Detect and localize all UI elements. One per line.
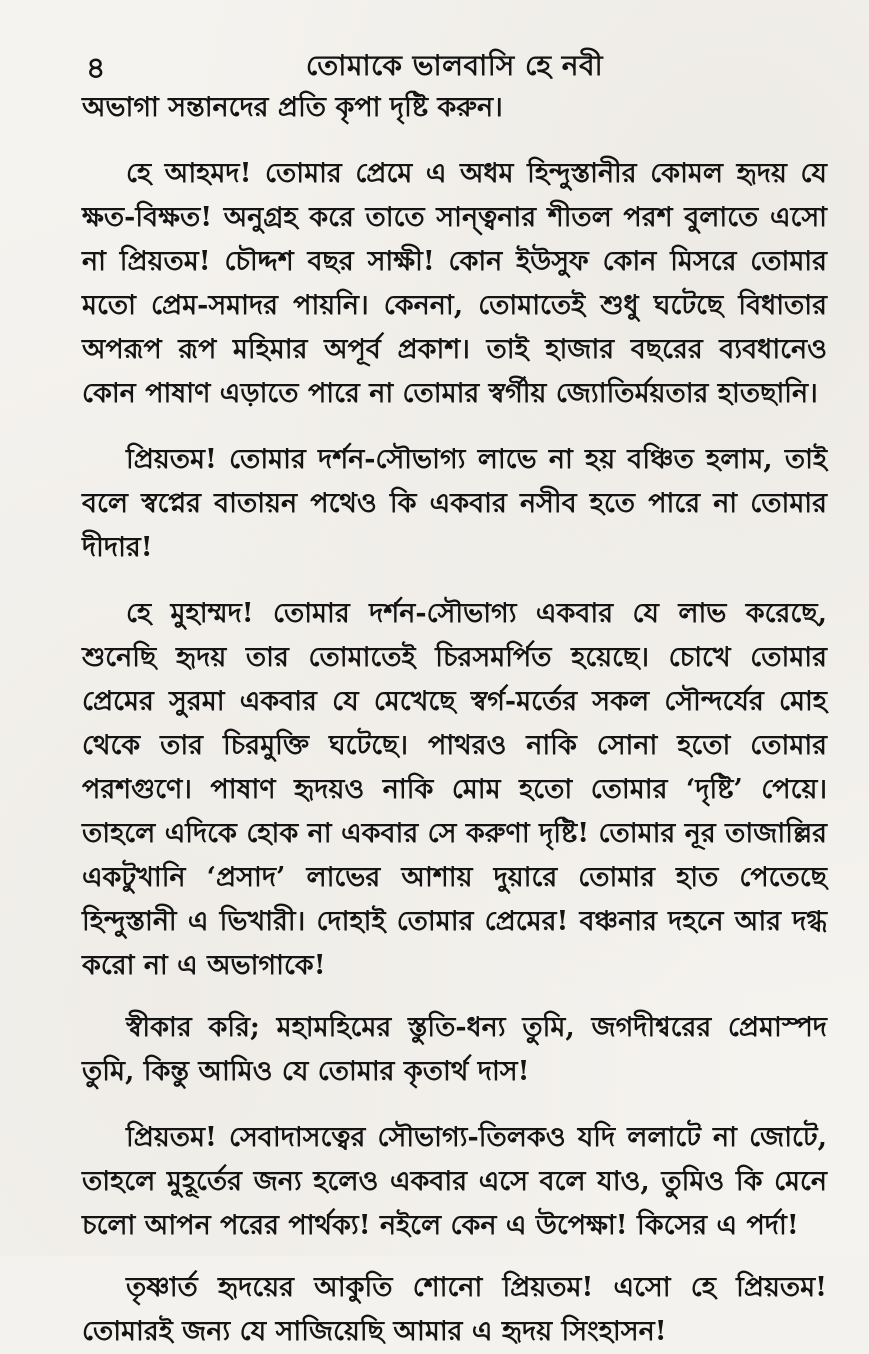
page-header (82, 38, 827, 86)
paragraph-seva: প্রিয়তম! সেবাদাসত্বের সৌভাগ্য-তিলকও যদি ললাটে না জোটে, তাহলে মুহূর্তের জন্য হলেও একবার এসে বলে যাও, তুমিও কি মেনে চলো আপন পরের পার্থক্য! নইলে কেন এ উপেক্ষা! কিসের এ পর্দা! (82, 1122, 827, 1241)
running-title: তোমাকে ভালবাসি হে নবী (305, 49, 604, 82)
paragraph-ahmad: হে আহমদ! তোমার প্রেমে এ অধম হিন্দুস্তানীর কোমল হৃদয় যে ক্ষত-বিক্ষত! অনুগ্রহ করে তাতে সান্ত্বনার শীতল পরশ বুলাতে এসো না প্রিয়তম! চৌদ্দশ বছর সাক্ষী! কোন ইউসুফ কোন মিসরে তোমার মতো প্রেম-সমাদর পায়নি। কেননা, তোমাতেই শুধু ঘটেছে বিধাতার অপরূপ রূপ মহিমার অপূর্ব প্রকাশ। তাই হাজার বছরের ব্যবধানেও কোন পাষাণ এড়াতে পারে না তোমার স্বর্গীয় জ্যোতির্ময়তার হাতছানি। (82, 158, 827, 409)
paragraph-beloved-darshan: প্রিয়তম! তোমার দর্শন-সৌভাগ্য লাভে না হয় বঞ্চিত হলাম, তাই বলে স্বপ্নের বাতায়ন পথেও কি একবার নসীব হতে পারে না তোমার দীদার! (82, 444, 827, 563)
paragraph-muhammad: হে মুহাম্মদ! তোমার দর্শন-সৌভাগ্য একবার যে লাভ করেছে, শুনেছি হৃদয় তার তোমাতেই চিরসমর্পিত হয়েছে। চোখে তোমার প্রেমের সুরমা একবার যে মেখেছে স্বর্গ-মর্তের সকল সৌন্দর্যের মোহ থেকে তার চিরমুক্তি ঘটেছে। পাথরও নাকি সোনা হতো তোমার পরশগুণে। পাষাণ হৃদয়ও নাকি মোম হতো তোমার ‘দৃষ্টি’ পেয়ে। তাহলে এদিকে হোক না একবার সে করুণা দৃষ্টি! তোমার নূর তাজাল্লির একটুখানি ‘প্রসাদ’ লাভের আশায় দুয়ারে তোমার হাত পেতেছে হিন্দুস্তানী এ ভিখারী। দোহাই তোমার প্রেমের! বঞ্চনার দহনে আর দগ্ধ করো না এ অভাগাকে! (82, 598, 827, 981)
paragraph-confession: স্বীকার করি; মহামহিমের স্তুতি-ধন্য তুমি, জগদীশ্বরের প্রেমাস্পদ তুমি, কিন্তু আমিও যে তোমার কৃতার্থ দাস! (82, 1012, 827, 1087)
body-text (82, 86, 827, 1354)
paragraph-continuation: অভাগা সন্তানদের প্রতি কৃপা দৃষ্টি করুন। (82, 92, 503, 123)
paragraph-thirsty-heart: তৃষ্ণার্ত হৃদয়ের আকুতি শোনো প্রিয়তম! এসো হে প্রিয়তম! তোমারই জন্য যে সাজিয়েছি আমার এ হৃদয় সিংহাসন! (82, 1272, 827, 1347)
page-number: ৪ (86, 51, 106, 86)
